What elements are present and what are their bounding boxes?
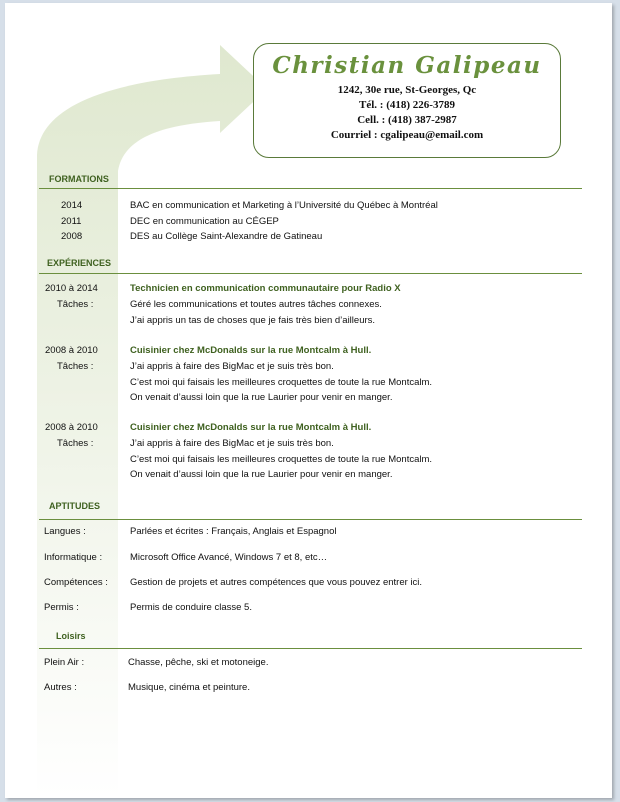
- aptitude-value: Parlées et écrites : Français, Anglais et Espagnol: [130, 526, 337, 537]
- formation-text: DES au Collège Saint-Alexandre de Gatineau: [130, 231, 323, 242]
- section-title-aptitudes: APTITUDES: [49, 501, 101, 511]
- leisure-label: Plein Air :: [44, 657, 85, 668]
- experience-period: 2010 à 2014: [45, 283, 98, 294]
- experience-title: Cuisinier chez McDonalds sur la rue Montcalm à Hull.: [130, 345, 372, 356]
- cell-phone: Cell. : (418) 387-2987: [357, 114, 457, 126]
- resume-page: [5, 3, 612, 798]
- section-divider: [39, 648, 582, 649]
- section-title-formations: FORMATIONS: [49, 174, 109, 184]
- candidate-name: Christian Galipeau: [272, 52, 542, 79]
- formation-text: DEC en communication au CÉGEP: [130, 216, 279, 227]
- leisure-value: Musique, cinéma et peinture.: [128, 682, 250, 693]
- formation-year: 2014: [61, 200, 83, 211]
- experience-period: 2008 à 2010: [45, 422, 98, 433]
- experience-title: Technicien en communication communautaire pour Radio X: [130, 283, 401, 294]
- contact-card: [253, 43, 561, 158]
- task-line: J’ai appris à faire des BigMac et je suis très bon.: [130, 361, 334, 372]
- phone: Tél. : (418) 226-3789: [359, 99, 455, 111]
- leisure-value: Chasse, pêche, ski et motoneige.: [128, 657, 269, 668]
- aptitude-value: Gestion de projets et autres compétences que vous pouvez entrer ici.: [130, 577, 423, 588]
- formation-text: BAC en communication et Marketing à l’Université du Québec à Montréal: [130, 200, 438, 211]
- aptitude-label: Langues :: [44, 526, 86, 537]
- task-line: C’est moi qui faisais les meilleures croquettes de toute la rue Montcalm.: [130, 377, 433, 388]
- leisure-label: Autres :: [44, 682, 77, 693]
- section-divider: [39, 519, 582, 520]
- address: 1242, 30e rue, St-Georges, Qc: [337, 84, 477, 96]
- aptitude-label: Informatique :: [44, 552, 103, 563]
- task-line: J’ai appris à faire des BigMac et je suis très bon.: [130, 438, 334, 449]
- section-title-experiences: EXPÉRIENCES: [47, 258, 112, 268]
- section-divider: [39, 188, 582, 189]
- experience-title: Cuisinier chez McDonalds sur la rue Montcalm à Hull.: [130, 422, 372, 433]
- task-line: On venait d’aussi loin que la rue Laurier pour venir en manger.: [130, 469, 393, 480]
- formation-year: 2011: [61, 216, 82, 227]
- email: Courriel : cgalipeau@email.com: [330, 129, 484, 141]
- formation-year: 2008: [61, 231, 83, 242]
- aptitude-value: Permis de conduire classe 5.: [130, 602, 252, 613]
- aptitude-value: Microsoft Office Avancé, Windows 7 et 8, etc…: [130, 552, 328, 563]
- task-line: C’est moi qui faisais les meilleures croquettes de toute la rue Montcalm.: [130, 454, 433, 465]
- aptitude-label: Compétences :: [44, 577, 108, 588]
- task-line: Géré les communications et toutes autres tâches connexes.: [130, 299, 382, 310]
- task-line: J’ai appris un tas de choses que je fais très bien d’ailleurs.: [130, 315, 376, 326]
- tasks-label: Tâches :: [57, 438, 94, 449]
- task-line: On venait d’aussi loin que la rue Laurier pour venir en manger.: [130, 392, 393, 403]
- section-divider: [39, 273, 582, 274]
- tasks-label: Tâches :: [57, 299, 94, 310]
- experience-period: 2008 à 2010: [45, 345, 98, 356]
- tasks-label: Tâches :: [57, 361, 94, 372]
- aptitude-label: Permis :: [44, 602, 79, 613]
- section-title-loisirs: Loisirs: [56, 631, 86, 641]
